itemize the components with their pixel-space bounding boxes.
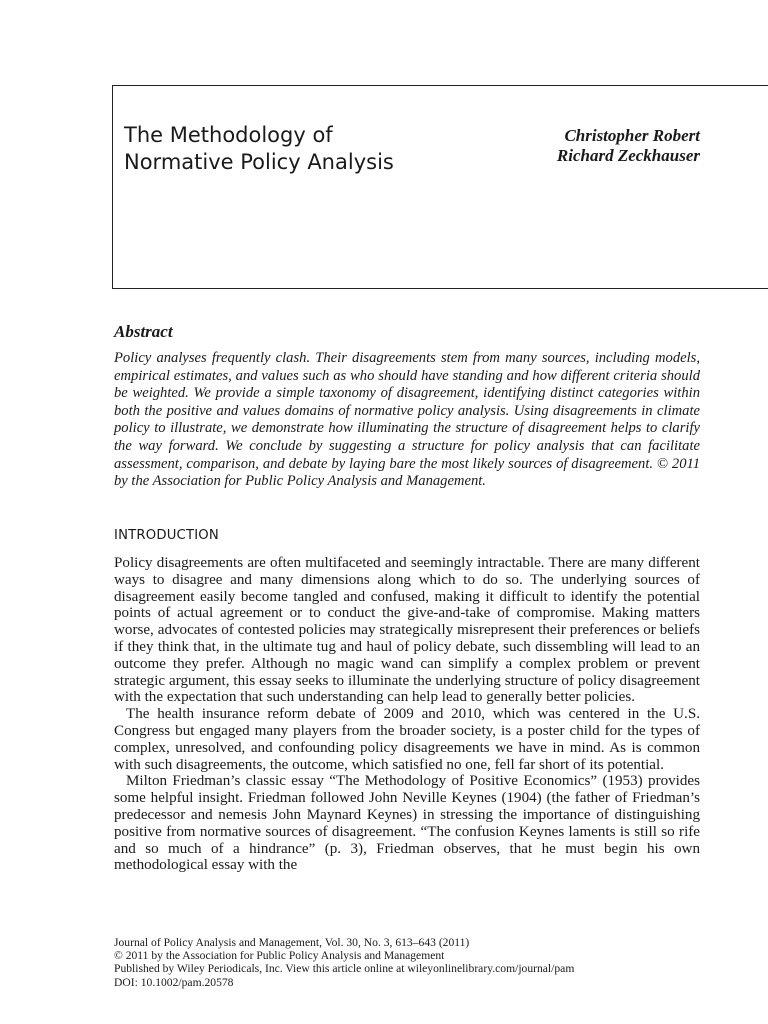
body-paragraph: Policy disagreements are often multifaceted and seemingly intractable. There are many different ways to disagree and many dimensions along which to do so. The underlying sources of disagreement easily become tangled and confused, making it difficult to identify the potential points of actual agreement or to conduct the give-and-take of compromise. Making matters worse, advocates of contested policies may strategically misrepresent their preferences or beliefs if they think that, in the ultimate tug and haul of policy debate, such dissembling will lead to an outcome they prefer. Although no magic wand can simplify a complex problem or prevent strategic argument, this essay seeks to illuminate the underlying structure of policy disagreement with the expectation that such understanding can help lead to generally better policies.: [114, 555, 700, 706]
body-paragraph: The health insurance reform debate of 2009 and 2010, which was centered in the U.S. Congress but engaged many players from the broader society, is a poster child for the types of complex, unresolved, and confounding policy disagreements we have in mind. As is common with such disagreements, the outcome, which satisfied no one, fell far short of its potential.: [114, 706, 700, 773]
doi: DOI: 10.1002/pam.20578: [114, 975, 234, 989]
title-line-2: Normative Policy Analysis: [124, 150, 394, 174]
journal-footer: [114, 936, 714, 989]
introduction-heading: INTRODUCTION: [114, 528, 219, 543]
author-name: Christopher Robert: [564, 126, 700, 145]
journal-citation: Journal of Policy Analysis and Management, Vol. 30, No. 3, 613–643 (2011): [114, 936, 470, 949]
introduction-body: [114, 555, 700, 874]
author-name: Richard Zeckhauser: [556, 146, 700, 165]
abstract-text: Policy analyses frequently clash. Their disagreements stem from many sources, including models, empirical estimates, and values such as who should have standing and how different criteria should be weighted. We provide a simple taxonomy of disagreement, identifying distinct categories within both the positive and values domains of normative policy analysis. Using disagreements in climate policy to illustrate, we demonstrate how illuminating the structure of disagreement helps to clarify the way forward. We conclude by suggesting a structure for policy analysis that can facilitate assessment, comparison, and debate by laying bare the most likely sources of disagreement. © 2011 by the Association for Public Policy Analysis and Management.: [114, 350, 700, 490]
publisher-notice: Published by Wiley Periodicals, Inc. View this article online at wileyonlinelibrary.com/journal/pam: [114, 962, 575, 976]
author-list: [557, 126, 700, 166]
abstract-heading: Abstract: [114, 322, 173, 341]
copyright-notice: © 2011 by the Association for Public Policy Analysis and Management: [114, 949, 445, 963]
body-paragraph: Milton Friedman’s classic essay “The Methodology of Positive Economics” (1953) provides some helpful insight. Friedman followed John Neville Keynes (1904) (the father of Friedman’s predecessor and nemesis John Maynard Keynes) in stressing the importance of distinguishing positive from normative sources of disagreement. “The confusion Keynes laments is still so rife and so much of a hindrance” (p. 3), Friedman observes, that he must begin his own methodological essay with the: [114, 773, 700, 874]
title-box: [112, 85, 768, 289]
title-line-1: The Methodology of: [124, 123, 333, 147]
article-title: [124, 122, 454, 176]
